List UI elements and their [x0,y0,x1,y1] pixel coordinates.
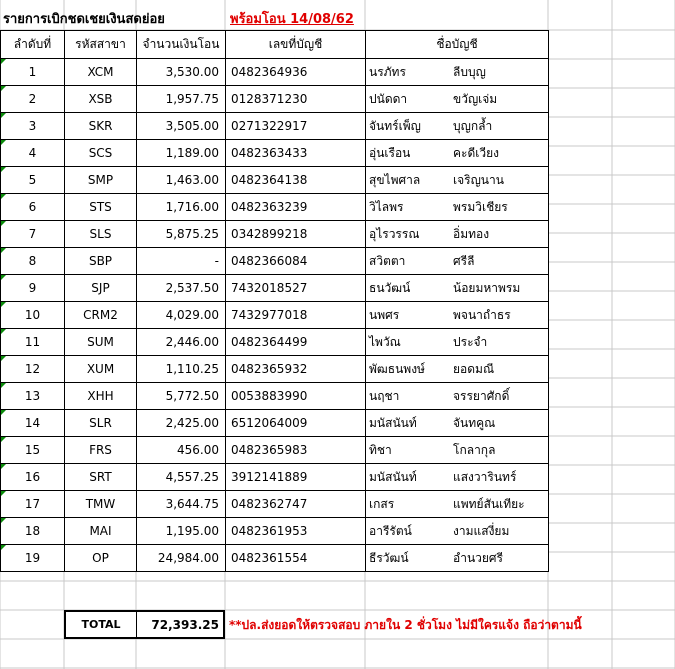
amount-cell[interactable]: 5,875.25 [137,221,226,248]
account-first-name: ทิชา [369,442,392,457]
table-row [1,329,549,356]
account-last-name: อำนวยศรี [453,550,503,565]
account-last-name: อิ่มทอง [453,226,490,241]
amount-cell[interactable]: 24,984.00 [137,545,226,572]
table-row [1,410,549,437]
account-number-cell[interactable]: 0342899218 [226,221,366,248]
amount-cell[interactable]: 4,557.25 [137,464,226,491]
branch-code-cell[interactable]: XSB [65,86,137,113]
sheet-title: รายการเบิกชดเชยเงินสดย่อย [3,12,165,27]
account-last-name: คะดีเวียง [453,145,499,160]
amount-cell[interactable]: 3,644.75 [137,491,226,518]
branch-code-cell[interactable]: TMW [65,491,137,518]
seq-cell[interactable]: 4 [1,140,65,167]
account-name-cell[interactable] [366,302,549,329]
branch-code-cell[interactable]: XUM [65,356,137,383]
seq-cell[interactable]: 3 [1,113,65,140]
branch-code-cell[interactable]: SUM [65,329,137,356]
branch-code-cell[interactable]: SLS [65,221,137,248]
seq-cell[interactable]: 11 [1,329,65,356]
table-row [1,194,549,221]
account-number-cell[interactable]: 3912141889 [226,464,366,491]
branch-code-cell[interactable]: SJP [65,275,137,302]
account-first-name: ธนวัฒน์ [369,280,411,295]
account-number-cell[interactable]: 0482362747 [226,491,366,518]
account-first-name: พัฒธนพงษ์ [369,361,425,376]
account-number-cell[interactable]: 0482361554 [226,545,366,572]
amount-cell[interactable]: 4,029.00 [137,302,226,329]
account-last-name: โกลากุล [453,442,496,457]
account-first-name: นรภัทร [369,64,406,79]
account-last-name: ศรีลี [453,253,475,268]
seq-cell[interactable]: 13 [1,383,65,410]
account-first-name: อุ่นเรือน [369,145,411,160]
table-row [1,545,549,572]
table-row [1,302,549,329]
account-number-cell[interactable]: 0271322917 [226,113,366,140]
table-row [1,383,549,410]
col-header-branch[interactable]: รหัสสาขา [65,31,137,59]
account-number-cell[interactable]: 6512064009 [226,410,366,437]
account-number-cell[interactable]: 0482361953 [226,518,366,545]
account-name-cell[interactable] [366,545,549,572]
account-name-cell[interactable] [366,113,549,140]
seq-cell[interactable]: 16 [1,464,65,491]
account-first-name: ปนัดดา [369,91,408,106]
col-header-seq[interactable]: ลำดับที่ [1,31,65,59]
account-name-cell[interactable] [366,437,549,464]
total-row [64,610,225,639]
branch-code-cell[interactable]: STS [65,194,137,221]
branch-code-cell[interactable]: SLR [65,410,137,437]
amount-cell[interactable]: 1,463.00 [137,167,226,194]
account-last-name: พจนาถำธร [453,307,511,322]
seq-cell[interactable]: 2 [1,86,65,113]
seq-cell[interactable]: 19 [1,545,65,572]
account-first-name: อารีรัตน์ [369,523,412,538]
table-row [1,464,549,491]
table-row [1,86,549,113]
branch-code-cell[interactable]: SCS [65,140,137,167]
account-name-cell[interactable] [366,167,549,194]
account-number-cell[interactable]: 0482364138 [226,167,366,194]
account-last-name: ประจำ [453,334,488,349]
account-number-cell[interactable]: 0482363239 [226,194,366,221]
account-number-cell[interactable]: 7432977018 [226,302,366,329]
account-number-cell[interactable]: 0128371230 [226,86,366,113]
branch-code-cell[interactable]: SBP [65,248,137,275]
account-name-cell[interactable] [366,86,549,113]
account-last-name: จันทคูณ [453,415,496,430]
account-first-name: นฤชา [369,388,400,403]
account-first-name: ไพวัณ [369,334,401,349]
transfer-status: พร้อมโอน 14/08/62 [230,12,354,27]
account-last-name: แพทย์สันเทียะ [453,496,525,511]
account-name-cell[interactable] [366,329,549,356]
account-last-name: งามแสงี่ยม [453,523,510,538]
table-row [1,518,549,545]
seq-cell[interactable]: 7 [1,221,65,248]
account-name-cell[interactable] [366,140,549,167]
account-number-cell[interactable]: 0482363433 [226,140,366,167]
account-number-cell[interactable]: 0482365932 [226,356,366,383]
account-first-name: เกสร [369,496,395,511]
account-name-cell[interactable] [366,491,549,518]
account-first-name: นพศร [369,307,400,322]
branch-code-cell[interactable]: FRS [65,437,137,464]
account-last-name: พรมวิเชียร [453,199,508,214]
total-label[interactable]: TOTAL [66,612,137,637]
account-name-cell[interactable] [366,518,549,545]
branch-code-cell[interactable]: SMP [65,167,137,194]
account-last-name: ลีบบุญ [453,64,486,79]
review-note: **ปล.ส่งยอดให้ตรวจสอบ ภายใน 2 ชั่วโมง ไม่มีใครแจ้ง ถือว่าตามนี้ [229,618,582,632]
branch-code-cell[interactable]: OP [65,545,137,572]
seq-cell[interactable]: 18 [1,518,65,545]
seq-cell[interactable]: 1 [1,59,65,86]
account-number-cell[interactable]: 0482365983 [226,437,366,464]
account-name-cell[interactable] [366,383,549,410]
amount-cell[interactable]: 1,110.25 [137,356,226,383]
amount-cell[interactable]: 3,530.00 [137,59,226,86]
seq-cell[interactable]: 8 [1,248,65,275]
account-number-cell[interactable]: 0482364936 [226,59,366,86]
amount-cell[interactable]: 2,425.00 [137,410,226,437]
table-row [1,248,549,275]
table-row [1,275,549,302]
branch-code-cell[interactable]: XCM [65,59,137,86]
table-header-row [1,31,549,59]
account-name-cell[interactable] [366,221,549,248]
account-name-cell[interactable] [366,464,549,491]
seq-cell[interactable]: 5 [1,167,65,194]
amount-cell[interactable]: 1,716.00 [137,194,226,221]
seq-cell[interactable]: 14 [1,410,65,437]
account-last-name: จรรยาศักดิ์ [453,388,510,403]
account-last-name: แสงวารินทร์ [453,469,517,484]
branch-code-cell[interactable]: XHH [65,383,137,410]
account-last-name: บุญกล้ำ [453,118,493,133]
branch-code-cell[interactable]: SRT [65,464,137,491]
account-first-name: จันทร์เพ็ญ [369,118,421,133]
account-last-name: เจริญนาน [453,172,504,187]
table-row [1,221,549,248]
amount-cell[interactable]: 2,537.50 [137,275,226,302]
seq-cell[interactable]: 10 [1,302,65,329]
account-name-cell[interactable] [366,410,549,437]
table-row [1,59,549,86]
amount-cell[interactable]: - [137,248,226,275]
table-row [1,140,549,167]
account-first-name: วิไลพร [369,199,404,214]
col-header-account[interactable]: เลขที่บัญชี [226,31,366,59]
amount-cell[interactable]: 5,772.50 [137,383,226,410]
seq-cell[interactable]: 12 [1,356,65,383]
col-header-amount[interactable]: จำนวนเงินโอน [137,31,226,59]
amount-cell[interactable]: 456.00 [137,437,226,464]
col-header-name[interactable]: ชื่อบัญชี [366,31,549,59]
table-row [1,113,549,140]
branch-code-cell[interactable]: CRM2 [65,302,137,329]
account-name-cell[interactable] [366,275,549,302]
account-last-name: ยอดมณี [453,361,495,376]
branch-code-cell[interactable]: SKR [65,113,137,140]
amount-cell[interactable]: 1,189.00 [137,140,226,167]
account-number-cell[interactable]: 7432018527 [226,275,366,302]
account-name-cell[interactable] [366,194,549,221]
account-name-cell[interactable] [366,59,549,86]
amount-cell[interactable]: 3,505.00 [137,113,226,140]
account-first-name: มนัสนันท์ [369,469,417,484]
transfer-table [0,30,549,572]
total-value[interactable]: 72,393.25 [151,617,219,632]
amount-cell[interactable]: 1,957.75 [137,86,226,113]
amount-cell[interactable]: 2,446.00 [137,329,226,356]
table-row [1,491,549,518]
table-row [1,437,549,464]
seq-cell[interactable]: 9 [1,275,65,302]
account-number-cell[interactable]: 0482366084 [226,248,366,275]
account-first-name: สุขไพศาล [369,172,421,187]
branch-code-cell[interactable]: MAI [65,518,137,545]
account-name-cell[interactable] [366,248,549,275]
table-row [1,356,549,383]
amount-cell[interactable]: 1,195.00 [137,518,226,545]
account-first-name: มนัสนันท์ [369,415,417,430]
account-first-name: สวิตตา [369,253,406,268]
account-name-cell[interactable] [366,356,549,383]
account-last-name: ขวัญเจ่ม [453,91,498,106]
seq-cell[interactable]: 17 [1,491,65,518]
account-first-name: ธีรวัฒน์ [369,550,409,565]
seq-cell[interactable]: 15 [1,437,65,464]
account-last-name: น้อยมหาพรม [453,280,521,295]
account-number-cell[interactable]: 0053883990 [226,383,366,410]
account-first-name: อุไรวรรณ [369,226,420,241]
seq-cell[interactable]: 6 [1,194,65,221]
account-number-cell[interactable]: 0482364499 [226,329,366,356]
table-row [1,167,549,194]
